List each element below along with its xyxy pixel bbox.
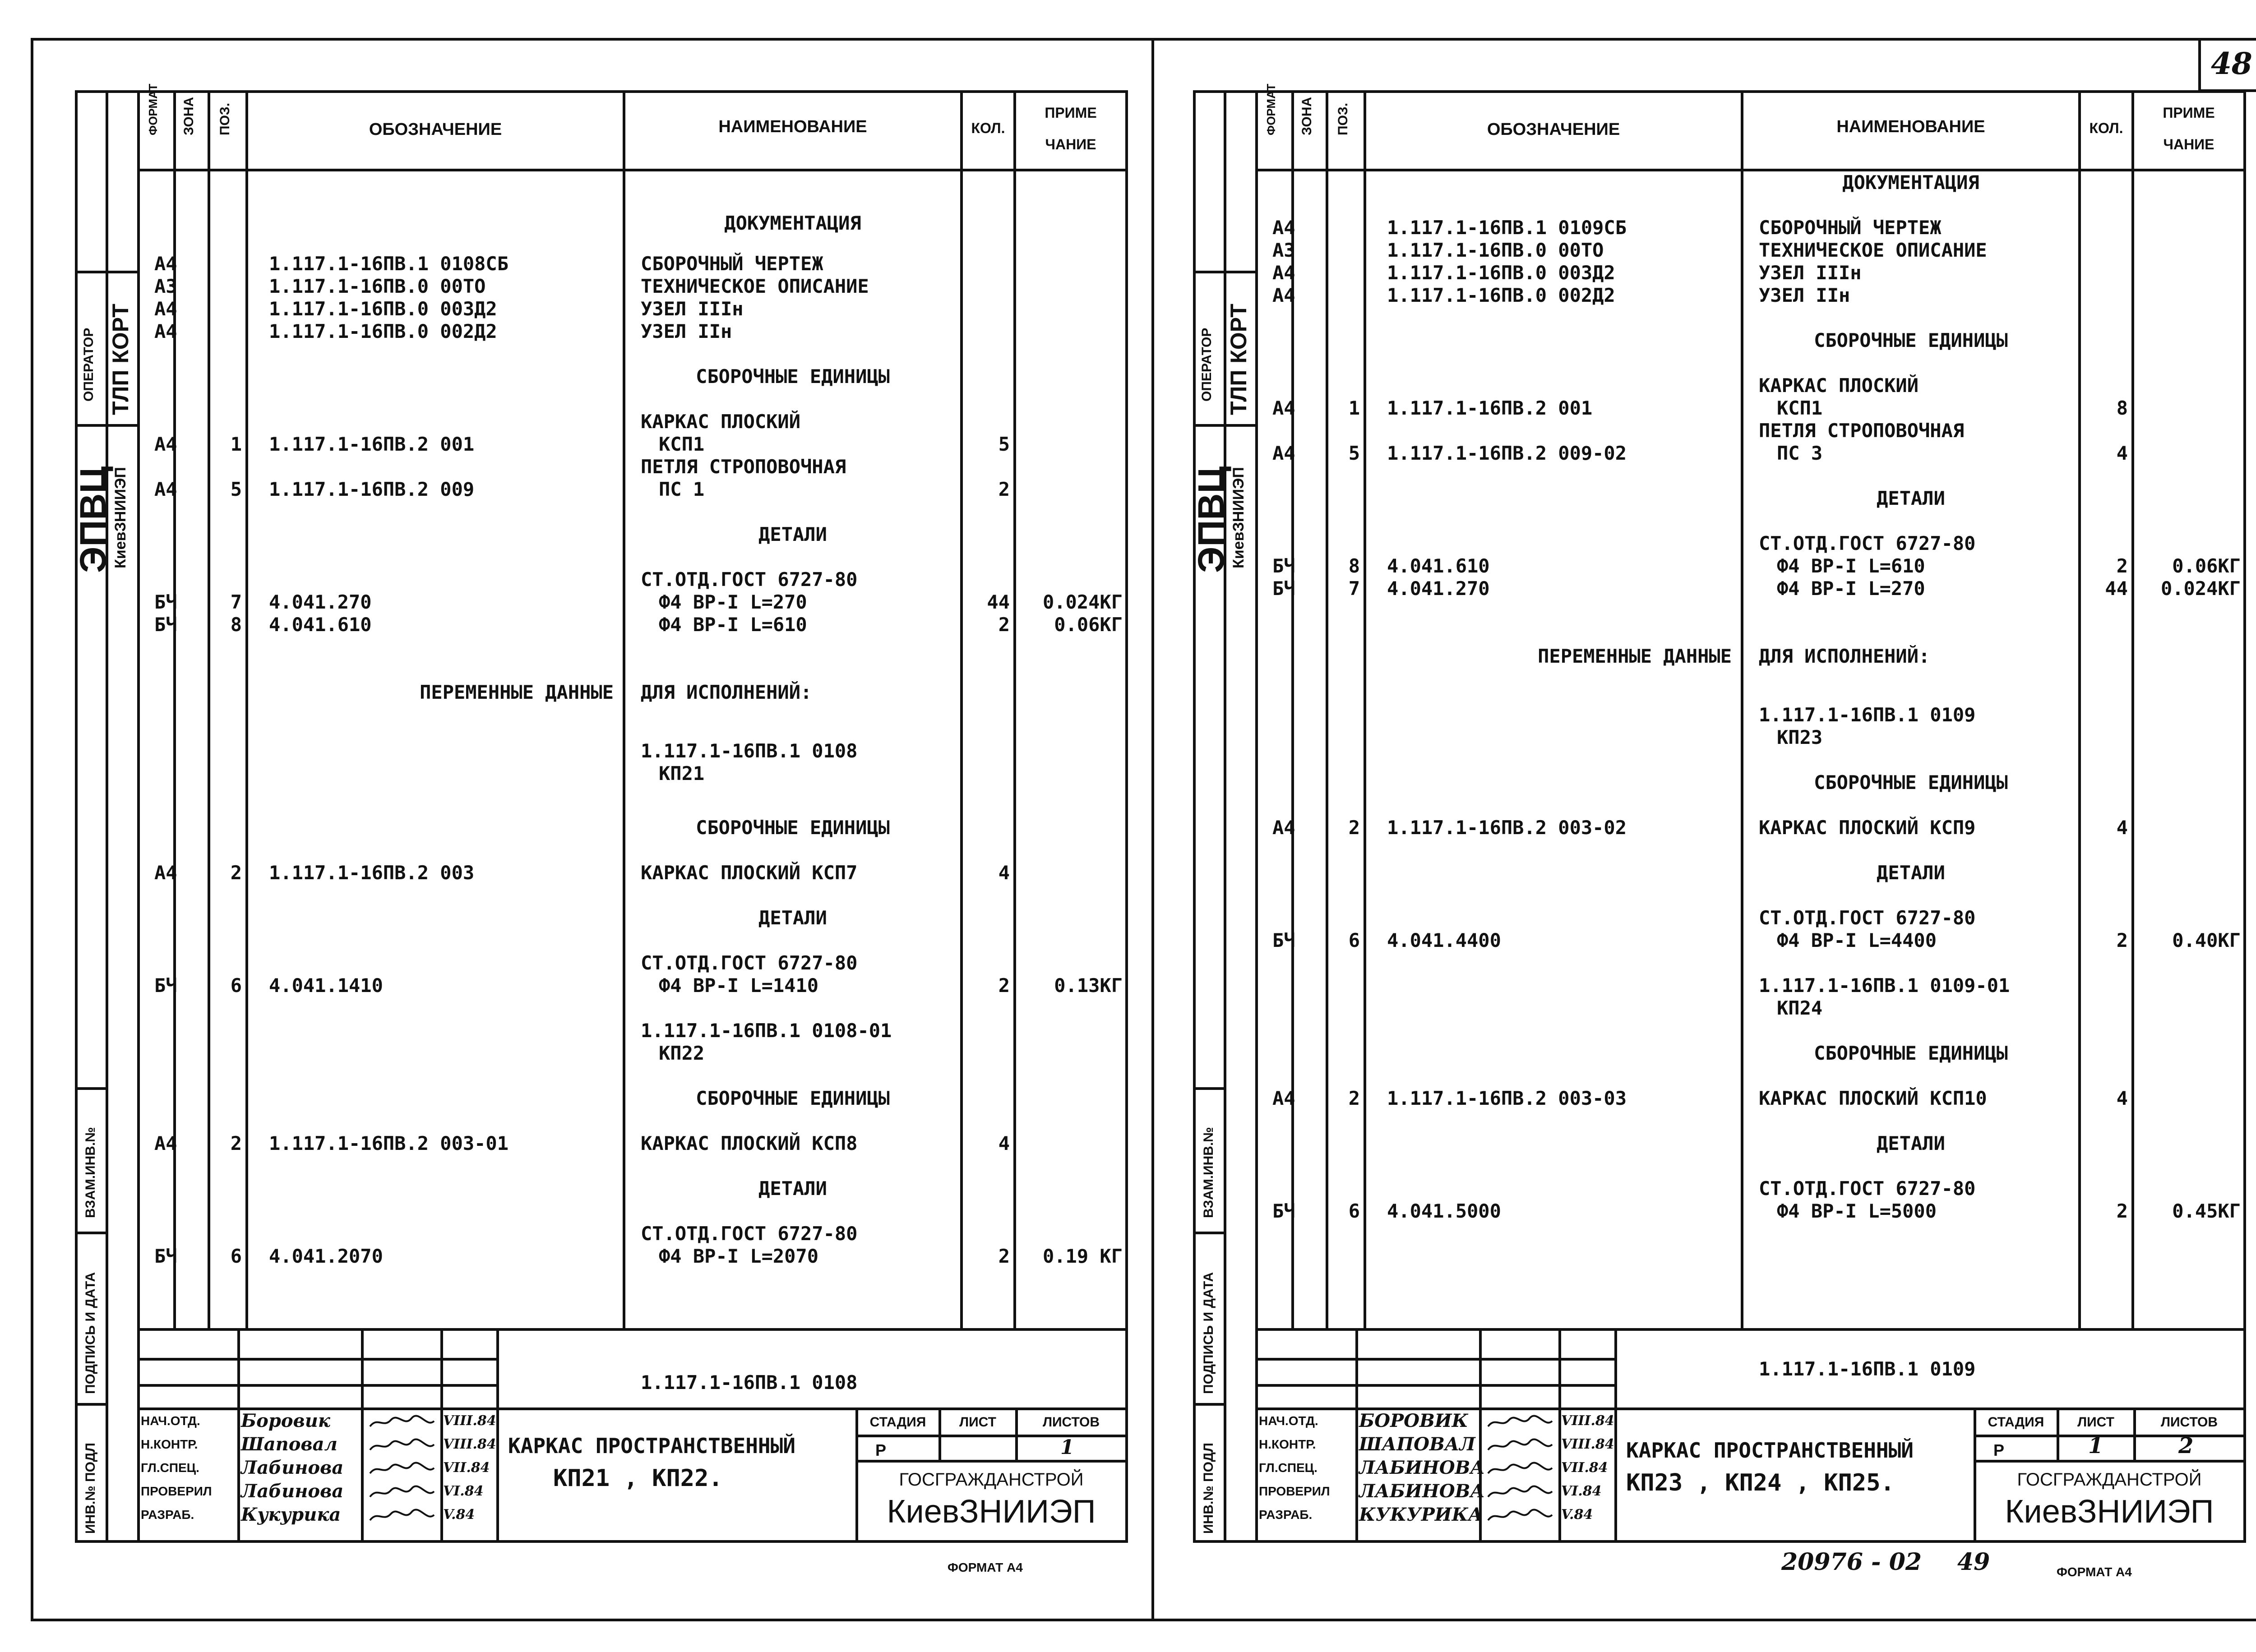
row-name: ПС 1 xyxy=(659,478,705,500)
row-note: 0.19 КГ xyxy=(1042,1245,1123,1267)
stamp-role: РАЗРАБ. xyxy=(141,1508,194,1522)
row-format: А4 xyxy=(1272,442,1295,464)
row-name: ПЕТЛЯ СТРОПОВОЧНАЯ xyxy=(641,456,846,478)
col-qty-right xyxy=(1013,90,1016,1331)
row-name: ТЕХНИЧЕСКОЕ ОПИСАНИЕ xyxy=(1759,239,1987,261)
row-name: Ф4 ВР-I L=2070 xyxy=(659,1245,819,1267)
row-note: 0.40КГ xyxy=(2172,929,2241,951)
stamp-date: VI.84 xyxy=(443,1483,484,1499)
row-designation: 1.117.1-16ПВ.2 001 xyxy=(1387,397,1593,419)
side-strip-inner xyxy=(137,90,140,1543)
row-qty: 4 xyxy=(2116,1087,2128,1109)
stamp-sheets: 1 xyxy=(1060,1436,1074,1459)
signature-mark xyxy=(1486,1485,1554,1500)
hdr-name: НАИМЕНОВАНИЕ xyxy=(718,117,867,136)
row-designation: 4.041.270 xyxy=(269,591,372,613)
row-name: Ф4 ВР-I L=1410 xyxy=(659,974,819,997)
row-name: КАРКАС ПЛОСКИЙ xyxy=(1759,374,1919,397)
hdr-pos: ПОЗ. xyxy=(217,102,232,135)
stamp-org: КиевЗНИИЭП xyxy=(887,1494,1096,1530)
side-div-3 xyxy=(75,1087,106,1090)
row-designation: 1.117.1-16ПВ.2 009-02 xyxy=(1387,442,1627,464)
format-label: ФОРМАТ А4 xyxy=(2057,1565,2132,1579)
table-right xyxy=(2243,90,2246,1543)
row-designation: 1.117.1-16ПВ.0 003Д2 xyxy=(269,298,497,320)
row-qty: 2 xyxy=(998,478,1010,500)
side-strip-outer xyxy=(75,90,78,1543)
stamp-col-1 xyxy=(1355,1328,1358,1543)
row-format: А4 xyxy=(1272,284,1295,306)
row-designation: 4.041.5000 xyxy=(1387,1200,1501,1222)
row-format: А4 xyxy=(154,320,177,342)
row-designation: 4.041.2070 xyxy=(269,1245,383,1267)
page-number: 48 xyxy=(2211,46,2252,81)
row-name: 1.117.1-16ПВ.1 0109-01 xyxy=(1759,974,2010,997)
stamp-stage: Р xyxy=(1993,1441,2005,1459)
row-name: СБОРОЧНЫЕ ЕДИНИЦЫ xyxy=(1814,1042,2008,1064)
row-format: А4 xyxy=(1272,1087,1295,1109)
row-name: СТ.ОТД.ГОСТ 6727-80 xyxy=(1759,532,1976,554)
row-designation: 1.117.1-16ПВ.2 003-02 xyxy=(1387,817,1627,839)
row-name: ДОКУМЕНТАЦИЯ xyxy=(724,212,861,234)
side-div-1 xyxy=(75,271,137,273)
row-designation: 4.041.1410 xyxy=(269,974,383,997)
stamp-name: ШАПОВАЛ xyxy=(1359,1434,1475,1455)
stamp-sheet-label: ЛИСТ xyxy=(959,1415,996,1430)
side-div-5 xyxy=(1193,1403,1225,1406)
side-inv: ИНВ.№ ПОДЛ xyxy=(1201,1443,1216,1534)
hdr-pos: ПОЗ. xyxy=(1336,102,1350,135)
side-strip-outer xyxy=(1193,90,1196,1543)
row-pos: 2 xyxy=(230,862,242,884)
row-format: А4 xyxy=(1272,397,1295,419)
row-name: КП22 xyxy=(659,1042,705,1064)
row-designation: 4.041.270 xyxy=(1387,577,1490,600)
row-pos: 6 xyxy=(1348,1200,1360,1222)
row-qty: 2 xyxy=(2116,1200,2128,1222)
row-pos: 8 xyxy=(230,614,242,636)
hdr-note-2: ЧАНИЕ xyxy=(1045,136,1096,152)
row-designation: 1.117.1-16ПВ.2 003-03 xyxy=(1387,1087,1627,1109)
row-note: 0.06КГ xyxy=(1054,614,1123,636)
row-name: ДЕТАЛИ xyxy=(1877,1132,1945,1154)
stamp-top xyxy=(1255,1328,2246,1331)
stamp-name: Лабинова xyxy=(241,1457,344,1478)
row-name: КП24 xyxy=(1777,997,1823,1019)
stamp-stage: Р xyxy=(875,1441,887,1459)
row-note: 0.13КГ xyxy=(1054,974,1123,997)
stamp-sheets-label: ЛИСТОВ xyxy=(1042,1415,1100,1430)
hdr-zone: ЗОНА xyxy=(181,97,196,135)
row-name: Ф4 ВР-I L=270 xyxy=(659,591,807,613)
stamp-line-a xyxy=(1255,1358,1616,1361)
row-format: А4 xyxy=(154,253,177,275)
hdr-zone: ЗОНА xyxy=(1299,97,1314,135)
side-strip-inner xyxy=(1255,90,1258,1543)
row-name: КАРКАС ПЛОСКИЙ КСП10 xyxy=(1759,1087,1987,1109)
stamp-line-e xyxy=(1974,1460,2246,1463)
stamp-sheet: 1 xyxy=(2088,1433,2103,1458)
right-specification-sheet xyxy=(1118,0,2256,1652)
col-zone-right xyxy=(208,90,210,1331)
row-designation: 1.117.1-16ПВ.0 002Д2 xyxy=(269,320,497,342)
header-bottom xyxy=(137,169,1128,171)
stamp-line-a xyxy=(137,1358,498,1361)
row-note: 0.024КГ xyxy=(1042,591,1123,613)
row-designation: 1.117.1-16ПВ.2 001 xyxy=(269,433,475,455)
row-pos: 2 xyxy=(1348,817,1360,839)
signature-mark xyxy=(1486,1462,1554,1477)
stamp-title-2: КП21 , КП22. xyxy=(553,1465,723,1492)
stamp-top xyxy=(137,1328,1128,1331)
row-name: СБОРОЧНЫЙ ЧЕРТЕЖ xyxy=(641,253,823,275)
stamp-line-e xyxy=(855,1460,1128,1463)
hdr-format: ФОРМАТ xyxy=(1264,83,1278,135)
row-pos: 6 xyxy=(1348,929,1360,951)
row-note: 0.024КГ xyxy=(2160,577,2241,600)
row-designation: ПЕРЕМЕННЫЕ ДАННЫЕ xyxy=(1538,645,1732,667)
side-sign: ПОДПИСЬ И ДАТА xyxy=(1201,1272,1216,1394)
stamp-stage-label: СТАДИЯ xyxy=(1988,1415,2044,1430)
stamp-name: Шаповал xyxy=(241,1434,337,1455)
stamp-role: НАЧ.ОТД. xyxy=(141,1414,200,1428)
row-designation: 1.117.1-16ПВ.0 00ТО xyxy=(1387,239,1604,261)
hdr-note-1: ПРИМЕ xyxy=(2163,105,2215,121)
row-pos: 6 xyxy=(230,1245,242,1267)
stamp-col-1 xyxy=(237,1328,240,1543)
row-pos: 5 xyxy=(230,478,242,500)
stamp-date: VIII.84 xyxy=(1561,1413,1614,1429)
stamp-date: VII.84 xyxy=(443,1460,490,1476)
signature-mark xyxy=(368,1485,436,1500)
stamp-title-2: КП23 , КП24 , КП25. xyxy=(1626,1469,1895,1496)
row-pos: 6 xyxy=(230,974,242,997)
row-pos: 2 xyxy=(1348,1087,1360,1109)
stamp-gos: ГОСГРАЖДАНСТРОЙ xyxy=(2017,1470,2202,1490)
row-name: ПЕТЛЯ СТРОПОВОЧНАЯ xyxy=(1759,420,1965,442)
row-format: А4 xyxy=(1272,262,1295,284)
row-name: СТ.ОТД.ГОСТ 6727-80 xyxy=(1759,1177,1976,1200)
footer-code: 20976 - 02 xyxy=(1781,1548,1922,1576)
row-pos: 1 xyxy=(1348,397,1360,419)
signature-mark xyxy=(1486,1509,1554,1524)
table-bottom xyxy=(75,1540,1128,1543)
row-name: УЗЕЛ IIн xyxy=(1759,284,1850,306)
hdr-note-2: ЧАНИЕ xyxy=(2163,136,2214,152)
signature-mark xyxy=(1486,1438,1554,1454)
row-name: ДЕТАЛИ xyxy=(758,907,827,929)
stamp-sheet-label: ЛИСТ xyxy=(2077,1415,2114,1430)
col-qty-right xyxy=(2131,90,2134,1331)
stamp-role: ПРОВЕРИЛ xyxy=(1259,1484,1330,1498)
stamp-code: 1.117.1-16ПВ.1 0108 xyxy=(641,1371,858,1394)
row-name: ПС 3 xyxy=(1777,442,1823,464)
row-name: КАРКАС ПЛОСКИЙ КСП9 xyxy=(1759,817,1976,839)
side-tlp: ТЛП КОРТ xyxy=(108,304,133,415)
stamp-sheets: 2 xyxy=(2178,1433,2194,1458)
row-designation: 1.117.1-16ПВ.2 003-01 xyxy=(269,1132,509,1154)
row-name: ДЛЯ ИСПОЛНЕНИЙ: xyxy=(1759,645,1930,667)
row-qty: 4 xyxy=(2116,817,2128,839)
row-name: Ф4 ВР-I L=610 xyxy=(659,614,807,636)
row-format: БЧ xyxy=(154,614,177,636)
side-div-2 xyxy=(1193,424,1255,427)
row-designation: 4.041.610 xyxy=(269,614,372,636)
row-name: СТ.ОТД.ГОСТ 6727-80 xyxy=(641,568,858,591)
stamp-name: КУКУРИКА xyxy=(1359,1504,1483,1525)
stamp-date: VII.84 xyxy=(1561,1460,1608,1476)
row-name: 1.117.1-16ПВ.1 0109 xyxy=(1759,704,1976,726)
side-vzam: ВЗАМ.ИНВ.№ xyxy=(83,1127,98,1218)
row-pos: 5 xyxy=(1348,442,1360,464)
stamp-line-d xyxy=(855,1435,1128,1437)
stamp-role: НАЧ.ОТД. xyxy=(1259,1414,1318,1428)
stamp-date: V.84 xyxy=(443,1507,475,1523)
row-designation: 1.117.1-16ПВ.1 0108СБ xyxy=(269,253,509,275)
side-epvc: ЭПВЦ xyxy=(1191,466,1232,573)
row-name: СТ.ОТД.ГОСТ 6727-80 xyxy=(641,952,858,974)
row-qty: 44 xyxy=(2105,577,2128,600)
stamp-name: Лабинова xyxy=(241,1481,344,1502)
side-div-2 xyxy=(75,424,137,427)
row-qty: 2 xyxy=(998,974,1010,997)
side-div-4 xyxy=(1193,1232,1225,1234)
row-designation: 1.117.1-16ПВ.0 00ТО xyxy=(269,275,486,297)
row-name: СТ.ОТД.ГОСТ 6727-80 xyxy=(1759,907,1976,929)
row-format: А4 xyxy=(1272,217,1295,239)
side-inv: ИНВ.№ ПОДЛ xyxy=(83,1443,98,1534)
row-name: ДЕТАЛИ xyxy=(758,523,827,545)
row-name: УЗЕЛ IIн xyxy=(641,320,732,342)
row-designation: 4.041.610 xyxy=(1387,555,1490,577)
row-qty: 4 xyxy=(998,862,1010,884)
signature-mark xyxy=(368,1438,436,1454)
stamp-name: Кукурика xyxy=(241,1504,341,1525)
stamp-title-1: КАРКАС ПРОСТРАНСТВЕННЫЙ xyxy=(508,1434,795,1458)
side-div-4 xyxy=(75,1232,106,1234)
stamp-name: ЛАБИНОВА xyxy=(1359,1481,1485,1502)
row-format: А4 xyxy=(154,478,177,500)
row-designation: 4.041.4400 xyxy=(1387,929,1501,951)
row-qty: 2 xyxy=(2116,555,2128,577)
signature-mark xyxy=(368,1509,436,1524)
row-format: А4 xyxy=(154,1132,177,1154)
stamp-role: ПРОВЕРИЛ xyxy=(141,1484,212,1498)
row-qty: 2 xyxy=(998,1245,1010,1267)
stamp-line-b xyxy=(1255,1384,1616,1387)
stamp-col-2 xyxy=(361,1328,364,1543)
signature-mark xyxy=(1486,1415,1554,1430)
footer-code-num: 49 xyxy=(1957,1548,1990,1576)
row-designation: ПЕРЕМЕННЫЕ ДАННЫЕ xyxy=(420,681,614,703)
hdr-note-1: ПРИМЕ xyxy=(1045,105,1097,121)
row-name: СБОРОЧНЫЙ ЧЕРТЕЖ xyxy=(1759,217,1942,239)
row-note: 0.06КГ xyxy=(2172,555,2241,577)
row-name: КАРКАС ПЛОСКИЙ xyxy=(641,411,801,433)
hdr-name: НАИМЕНОВАНИЕ xyxy=(1836,117,1985,136)
row-name: КП21 xyxy=(659,762,705,784)
stamp-code: 1.117.1-16ПВ.1 0109 xyxy=(1759,1358,1976,1380)
signature-mark xyxy=(368,1462,436,1477)
row-name: КАРКАС ПЛОСКИЙ КСП7 xyxy=(641,862,858,884)
row-pos: 2 xyxy=(230,1132,242,1154)
row-format: БЧ xyxy=(1272,1200,1295,1222)
row-name: ТЕХНИЧЕСКОЕ ОПИСАНИЕ xyxy=(641,275,869,297)
row-pos: 8 xyxy=(1348,555,1360,577)
row-format: А4 xyxy=(1272,817,1295,839)
stamp-role: РАЗРАБ. xyxy=(1259,1508,1313,1522)
row-name: СТ.ОТД.ГОСТ 6727-80 xyxy=(641,1223,858,1245)
side-div-1 xyxy=(1193,271,1255,273)
table-top xyxy=(75,90,1128,93)
stamp-col-4 xyxy=(496,1328,499,1543)
stamp-date: VIII.84 xyxy=(1561,1436,1614,1452)
row-name: 1.117.1-16ПВ.1 0108-01 xyxy=(641,1020,892,1042)
row-name: СБОРОЧНЫЕ ЕДИНИЦЫ xyxy=(696,817,890,839)
hdr-qty: КОЛ. xyxy=(971,120,1005,136)
row-note: 0.45КГ xyxy=(2172,1200,2241,1222)
row-format: БЧ xyxy=(1272,555,1295,577)
row-designation: 1.117.1-16ПВ.1 0109СБ xyxy=(1387,217,1627,239)
row-name: СБОРОЧНЫЕ ЕДИНИЦЫ xyxy=(696,365,890,388)
col-zone-right xyxy=(1326,90,1328,1331)
row-name: ДЕТАЛИ xyxy=(1877,862,1945,884)
row-name: УЗЕЛ IIIн xyxy=(641,298,744,320)
side-org: КиевЗНИИЭП xyxy=(1230,467,1247,568)
table-bottom xyxy=(1193,1540,2246,1543)
format-label: ФОРМАТ А4 xyxy=(948,1560,1023,1574)
row-name: Ф4 ВР-I L=610 xyxy=(1777,555,1925,577)
side-tlp: ТЛП КОРТ xyxy=(1226,304,1251,415)
row-name: КСП1 xyxy=(1777,397,1823,419)
signature-mark xyxy=(368,1415,436,1430)
row-pos: 7 xyxy=(1348,577,1360,600)
row-name: Ф4 ВР-I L=270 xyxy=(1777,577,1925,600)
row-designation: 1.117.1-16ПВ.2 009 xyxy=(269,478,475,500)
stamp-stage-label: СТАДИЯ xyxy=(869,1415,926,1430)
row-name: СБОРОЧНЫЕ ЕДИНИЦЫ xyxy=(1814,771,2008,794)
row-format: БЧ xyxy=(154,1245,177,1267)
row-format: БЧ xyxy=(154,974,177,997)
side-div-3 xyxy=(1193,1087,1225,1090)
row-name: ДЕТАЛИ xyxy=(1877,487,1945,509)
stamp-name: БОРОВИК xyxy=(1359,1410,1468,1431)
row-qty: 4 xyxy=(2116,442,2128,464)
col-pos-right xyxy=(245,90,248,1331)
stamp-gos: ГОСГРАЖДАНСТРОЙ xyxy=(899,1470,1084,1490)
side-vzam: ВЗАМ.ИНВ.№ xyxy=(1201,1127,1216,1218)
row-name: КСП1 xyxy=(659,433,705,455)
side-operator: ОПЕРАТОР xyxy=(1199,328,1214,401)
stamp-title-1: КАРКАС ПРОСТРАНСТВЕННЫЙ xyxy=(1626,1438,1914,1463)
row-name: Ф4 ВР-I L=4400 xyxy=(1777,929,1937,951)
stamp-col-4 xyxy=(1614,1328,1617,1543)
row-designation: 1.117.1-16ПВ.2 003 xyxy=(269,862,475,884)
stamp-line-b xyxy=(137,1384,498,1387)
row-format: А3 xyxy=(1272,239,1295,261)
row-name: Ф4 ВР-I L=5000 xyxy=(1777,1200,1937,1222)
row-name: КАРКАС ПЛОСКИЙ КСП8 xyxy=(641,1132,858,1154)
stamp-org: КиевЗНИИЭП xyxy=(2005,1494,2214,1530)
row-qty: 44 xyxy=(987,591,1010,613)
stamp-name: Боровик xyxy=(241,1410,330,1431)
side-sign: ПОДПИСЬ И ДАТА xyxy=(83,1272,98,1394)
row-format: БЧ xyxy=(1272,577,1295,600)
row-name: ДЛЯ ИСПОЛНЕНИЙ: xyxy=(641,681,812,703)
stamp-date: VI.84 xyxy=(1561,1483,1602,1499)
row-qty: 4 xyxy=(998,1132,1010,1154)
col-pos-right xyxy=(1364,90,1366,1331)
row-name: ДЕТАЛИ xyxy=(758,1177,827,1200)
row-name: СБОРОЧНЫЕ ЕДИНИЦЫ xyxy=(1814,329,2008,351)
hdr-qty: КОЛ. xyxy=(2089,120,2123,136)
row-format: БЧ xyxy=(154,591,177,613)
row-name: 1.117.1-16ПВ.1 0108 xyxy=(641,740,858,762)
stamp-line-d xyxy=(1974,1435,2246,1437)
row-format: А4 xyxy=(154,433,177,455)
stamp-date: VIII.84 xyxy=(443,1436,496,1452)
row-qty: 2 xyxy=(998,614,1010,636)
stamp-name: ЛАБИНОВА xyxy=(1359,1457,1485,1478)
row-format: А4 xyxy=(154,298,177,320)
stamp-role: Н.КОНТР. xyxy=(1259,1437,1316,1451)
stamp-role: ГЛ.СПЕЦ. xyxy=(1259,1461,1318,1475)
side-epvc: ЭПВЦ xyxy=(73,466,114,573)
table-top xyxy=(1193,90,2246,93)
side-div-5 xyxy=(75,1403,106,1406)
row-qty: 8 xyxy=(2116,397,2128,419)
stamp-role: Н.КОНТР. xyxy=(141,1437,198,1451)
row-format: БЧ xyxy=(1272,929,1295,951)
row-qty: 2 xyxy=(2116,929,2128,951)
row-name: ДОКУМЕНТАЦИЯ xyxy=(1842,171,1979,194)
row-name: СБОРОЧНЫЕ ЕДИНИЦЫ xyxy=(696,1087,890,1109)
stamp-date: V.84 xyxy=(1561,1507,1593,1523)
row-format: А3 xyxy=(154,275,177,297)
row-designation: 1.117.1-16ПВ.0 002Д2 xyxy=(1387,284,1615,306)
hdr-designation: ОБОЗНАЧЕНИЕ xyxy=(1487,120,1620,139)
stamp-role: ГЛ.СПЕЦ. xyxy=(141,1461,199,1475)
row-name: УЗЕЛ IIIн xyxy=(1759,262,1862,284)
stamp-sheets-label: ЛИСТОВ xyxy=(2160,1415,2218,1430)
row-format: А4 xyxy=(154,862,177,884)
side-org: КиевЗНИИЭП xyxy=(112,467,129,568)
hdr-format: ФОРМАТ xyxy=(146,83,160,135)
col-des-right xyxy=(623,90,625,1331)
col-name-right xyxy=(2078,90,2081,1331)
row-qty: 5 xyxy=(998,433,1010,455)
row-pos: 1 xyxy=(230,433,242,455)
hdr-designation: ОБОЗНАЧЕНИЕ xyxy=(369,120,502,139)
row-designation: 1.117.1-16ПВ.0 003Д2 xyxy=(1387,262,1615,284)
row-pos: 7 xyxy=(230,591,242,613)
row-name: КП23 xyxy=(1777,726,1823,748)
side-operator: ОПЕРАТОР xyxy=(81,328,96,401)
stamp-date: VIII.84 xyxy=(443,1413,496,1429)
